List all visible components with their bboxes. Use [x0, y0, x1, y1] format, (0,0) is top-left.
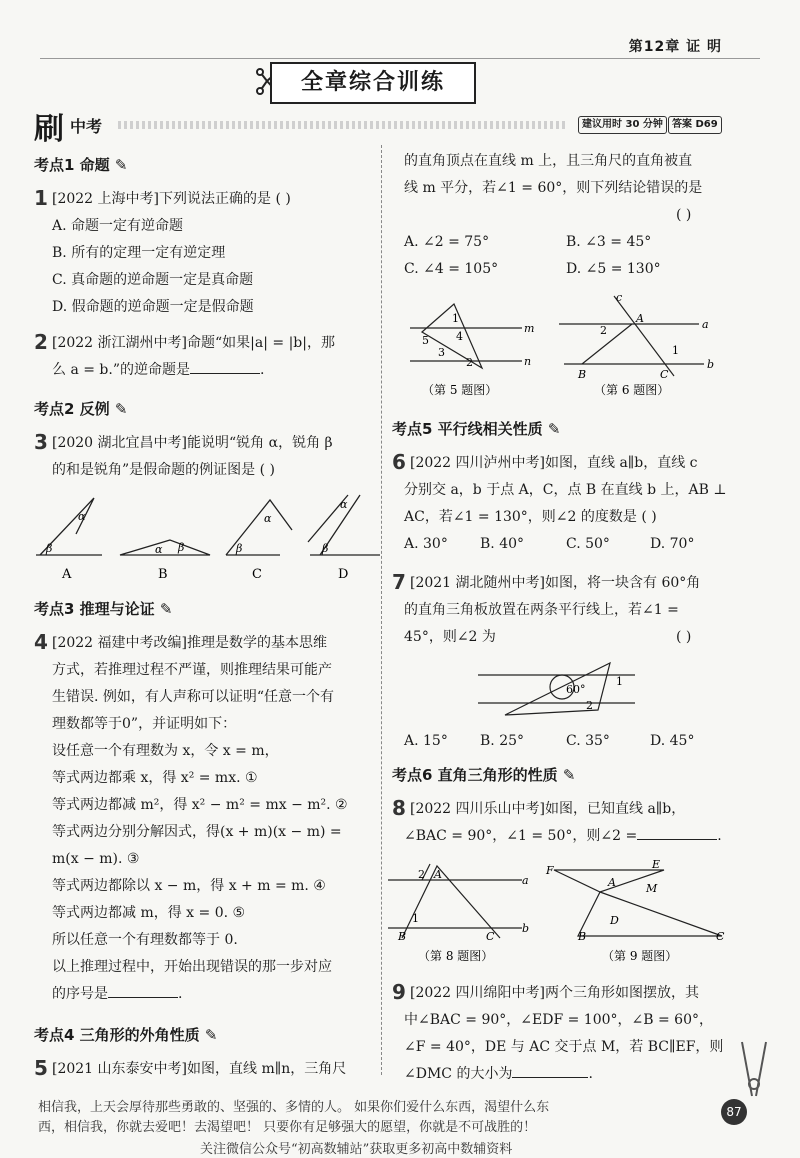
- section-5-label: 考点5 平行线相关性质: [392, 420, 543, 438]
- q9-line-3: ∠DMC 的大小为 .: [404, 1061, 593, 1088]
- section-3-label: 考点3 推理与论证: [34, 600, 155, 618]
- time-label: 建议用时: [582, 119, 622, 130]
- q3-label-a: A: [62, 567, 72, 582]
- q3-figures: [30, 490, 380, 585]
- q7-line-1: 的直角三角板放置在两条平行线上，若∠1 =: [404, 602, 679, 618]
- q7-option-c: C. 35°: [566, 733, 610, 749]
- q5-q6-figures: [404, 288, 734, 398]
- q7-line-0: [2021 湖北随州中考]如图，将一块含有 60°角: [410, 575, 701, 591]
- clip-icon: [734, 1040, 774, 1100]
- header-rule: [40, 58, 760, 59]
- answer-badge: [668, 116, 722, 134]
- svg-text:4: 4: [456, 330, 463, 343]
- svg-text:C: C: [486, 930, 495, 943]
- page-number: 87: [721, 1099, 747, 1125]
- dotted-band: [118, 121, 568, 129]
- time-badge: [578, 116, 667, 134]
- q4-line-4: 设任意一个有理数为 x，令 x = m，: [52, 743, 279, 759]
- svg-text:5: 5: [422, 334, 429, 347]
- q5-option-c: C. ∠4 = 105°: [404, 261, 499, 277]
- q2-line1: [2022 浙江湖州中考]命题“如果|a| = |b|，那: [52, 335, 335, 351]
- q4-line-0: [2022 福建中考改编]推理是数学的基本思维: [52, 635, 328, 651]
- q9-caption: （第 9 题图）: [602, 949, 678, 963]
- svg-text:1: 1: [412, 912, 419, 925]
- svg-text:C: C: [716, 930, 725, 943]
- q7-number: 7: [392, 570, 406, 594]
- q5-caption: （第 5 题图）: [422, 383, 498, 397]
- q3-label-d: D: [338, 567, 349, 582]
- time-value: 30 分钟: [625, 119, 663, 130]
- chapter-header: 第12章 证 明: [628, 39, 722, 55]
- answer-label: 答案: [672, 119, 692, 130]
- svg-text:α: α: [78, 510, 86, 523]
- q7-paren: ( ): [676, 629, 692, 645]
- shua-logo: 刷: [34, 112, 64, 147]
- q4-line-1: 方式，若推理过程不严谨，则推理结果可能产: [52, 662, 332, 678]
- q5-number: 5: [34, 1056, 48, 1080]
- svg-text:2: 2: [586, 699, 593, 712]
- svg-text:α: α: [340, 498, 348, 511]
- q9-number: 9: [392, 980, 406, 1004]
- q1-option-a: A. 命题一定有逆命题: [52, 218, 184, 234]
- q8-q9-figures: [382, 852, 732, 972]
- svg-text:1: 1: [616, 675, 623, 688]
- q7-option-d: D. 45°: [650, 733, 695, 749]
- q2-answer-blank[interactable]: [190, 359, 260, 374]
- footer-line2: 西，相信我，你就去爱吧！去渴望吧！ 只要你有足够强大的愿望，你就是不可战胜的！: [38, 1120, 537, 1135]
- svg-text:2: 2: [466, 356, 473, 369]
- q6-option-a: A. 30°: [404, 536, 448, 552]
- section-1-label: 考点1 命题: [34, 156, 110, 174]
- q1-option-d: D. 假命题的逆命题一定是假命题: [52, 299, 254, 315]
- q4-line-8: m(x − m). ③: [52, 851, 140, 867]
- svg-text:b: b: [707, 358, 715, 371]
- svg-text:β: β: [322, 542, 329, 555]
- svg-text:M: M: [646, 882, 658, 895]
- q9-line-3-text: ∠DMC 的大小为: [404, 1066, 513, 1082]
- q7-option-b: B. 25°: [480, 733, 525, 749]
- q2-number: 2: [34, 330, 48, 354]
- svg-text:α: α: [264, 512, 272, 525]
- q3-line1: [2020 湖北宜昌中考]能说明“锐角 α，锐角 β: [52, 435, 333, 451]
- q8-number: 8: [392, 796, 406, 820]
- q6-option-d: D. 70°: [650, 536, 695, 552]
- q7-line-2: 45°，则∠2 为: [404, 629, 496, 645]
- svg-text:3: 3: [438, 346, 445, 359]
- q6-line-0: [2022 四川泸州中考]如图，直线 a∥b，直线 c: [410, 455, 698, 471]
- q2-line2: 么 a = b.”的逆命题是 .: [52, 357, 264, 384]
- footer-promo: 关注微信公众号“初高数辅站”获取更多初高中数辅资料: [200, 1142, 513, 1157]
- svg-text:β: β: [178, 541, 185, 554]
- zhongkao-label: 中考: [70, 117, 103, 136]
- q4-line-2: 生错误. 例如，有人声称可以证明“任意一个有: [52, 689, 335, 705]
- q6-caption: （第 6 题图）: [594, 383, 670, 397]
- page-title: 全章综合训练: [270, 62, 476, 104]
- q3-label-b: B: [158, 567, 168, 582]
- q4-line-6: 等式两边都减 m²，得 x² − m² = mx − m². ②: [52, 797, 348, 813]
- q4-line-5: 等式两边都乘 x，得 x² = mx. ①: [52, 770, 258, 786]
- q5-option-d: D. ∠5 = 130°: [566, 261, 661, 277]
- svg-text:c: c: [616, 291, 623, 304]
- footer-line1: 相信我，上天会厚待那些勇敢的、坚强的、多情的人。 如果你们爱什么东西，渴望什么东: [38, 1100, 550, 1115]
- svg-text:F: F: [546, 864, 554, 877]
- q1-stem: [2022 上海中考]下列说法正确的是 ( ): [52, 191, 291, 207]
- section-5: 考点5 平行线相关性质 ✎: [392, 420, 561, 438]
- svg-text:a: a: [522, 874, 529, 887]
- svg-text:β: β: [46, 542, 53, 555]
- svg-text:D: D: [610, 914, 619, 927]
- q4-line-12: 以上推理过程中，开始出现错误的那一步对应: [52, 959, 332, 975]
- section-6: 考点6 直角三角形的性质 ✎: [392, 766, 576, 784]
- svg-text:B: B: [398, 930, 407, 943]
- svg-text:a: a: [702, 318, 709, 331]
- svg-text:C: C: [660, 368, 669, 381]
- q6-option-b: B. 40°: [480, 536, 525, 552]
- svg-text:B: B: [578, 368, 587, 381]
- q6-line-2: AC，若∠1 = 130°，则∠2 的度数是 ( ): [404, 509, 657, 525]
- section-1: 考点1 命题 ✎: [34, 156, 128, 174]
- q6-option-c: C. 50°: [566, 536, 610, 552]
- q4-line-3: 理数都等于0”，并证明如下：: [52, 716, 237, 732]
- q7-figure: [470, 655, 640, 725]
- answer-ref: D69: [695, 119, 718, 130]
- svg-text:n: n: [524, 355, 532, 368]
- q1-option-b: B. 所有的定理一定有逆定理: [52, 245, 226, 261]
- q8-line2-text: ∠BAC = 90°，∠1 = 50°，则∠2 =: [404, 828, 638, 844]
- svg-text:E: E: [652, 858, 661, 871]
- q8-answer-blank[interactable]: [637, 825, 717, 840]
- q4-line-10: 等式两边都减 m，得 x = 0. ⑤: [52, 905, 246, 921]
- q4-number: 4: [34, 630, 48, 654]
- svg-text:A: A: [636, 312, 644, 325]
- q8-line1: [2022 四川乐山中考]如图，已知直线 a∥b，: [410, 801, 686, 817]
- q8-line2: ∠BAC = 90°，∠1 = 50°，则∠2 = .: [404, 823, 722, 850]
- q3-label-c: C: [252, 567, 262, 582]
- q5-line0: [2021 山东泰安中考]如图，直线 m∥n，三角尺: [52, 1061, 347, 1077]
- q2-line2-text: 么 a = b.”的逆命题是: [52, 362, 190, 378]
- q4-answer-blank[interactable]: [108, 983, 178, 998]
- svg-text:β: β: [236, 542, 243, 555]
- svg-text:α: α: [155, 543, 163, 556]
- q6-line-1: 分别交 a，b 于点 A，C，点 B 在直线 b 上，AB ⊥: [404, 482, 727, 498]
- q5-line1: 的直角顶点在直线 m 上，且三角尺的直角被直: [404, 153, 693, 169]
- svg-text:2: 2: [418, 868, 425, 881]
- svg-text:1: 1: [672, 344, 679, 357]
- q3-line2: 的和是锐角”是假命题的例证图是 ( ): [52, 462, 275, 478]
- svg-text:60°: 60°: [566, 683, 586, 696]
- q8-caption: （第 8 题图）: [418, 949, 494, 963]
- q1-option-c: C. 真命题的逆命题一定是真命题: [52, 272, 254, 288]
- q9-line-1: 中∠BAC = 90°，∠EDF = 100°，∠B = 60°，: [404, 1012, 713, 1028]
- q4-line-7: 等式两边分别分解因式，得(x + m)(x − m) =: [52, 824, 342, 840]
- svg-text:2: 2: [600, 324, 607, 337]
- q6-number: 6: [392, 450, 406, 474]
- section-6-label: 考点6 直角三角形的性质: [392, 766, 558, 784]
- q4-line-9: 等式两边都除以 x − m，得 x + m = m. ④: [52, 878, 326, 894]
- svg-text:m: m: [524, 322, 535, 335]
- q4-line-13: 的序号是 .: [52, 981, 182, 1008]
- q9-line-2: ∠F = 40°，DE 与 AC 交于点 M，若 BC∥EF，则: [404, 1039, 724, 1055]
- svg-text:1: 1: [452, 312, 459, 325]
- section-2-label: 考点2 反例: [34, 400, 110, 418]
- q4-line-11: 所以任意一个有理数都等于 0.: [52, 932, 238, 948]
- svg-text:b: b: [522, 922, 530, 935]
- section-3: 考点3 推理与论证 ✎: [34, 600, 173, 618]
- q9-line-0: [2022 四川绵阳中考]两个三角形如图摆放，其: [410, 985, 700, 1001]
- q5-paren: ( ): [676, 207, 692, 223]
- q7-option-a: A. 15°: [404, 733, 448, 749]
- section-4-label: 考点4 三角形的外角性质: [34, 1026, 200, 1044]
- svg-text:A: A: [608, 876, 616, 889]
- q5-option-b: B. ∠3 = 45°: [566, 234, 652, 250]
- section-4: 考点4 三角形的外角性质 ✎: [34, 1026, 218, 1044]
- q9-answer-blank[interactable]: [512, 1063, 588, 1078]
- q3-number: 3: [34, 430, 48, 454]
- svg-text:A: A: [434, 868, 442, 881]
- q1-number: 1: [34, 186, 48, 210]
- footer-quote: [38, 1098, 718, 1138]
- q5-option-a: A. ∠2 = 75°: [404, 234, 490, 250]
- svg-text:B: B: [578, 930, 587, 943]
- section-2: 考点2 反例 ✎: [34, 400, 128, 418]
- q5-line2: 线 m 平分，若∠1 = 60°，则下列结论错误的是: [404, 180, 703, 196]
- q4-line-13-text: 的序号是: [52, 986, 108, 1002]
- q3-figure-b: [120, 540, 210, 555]
